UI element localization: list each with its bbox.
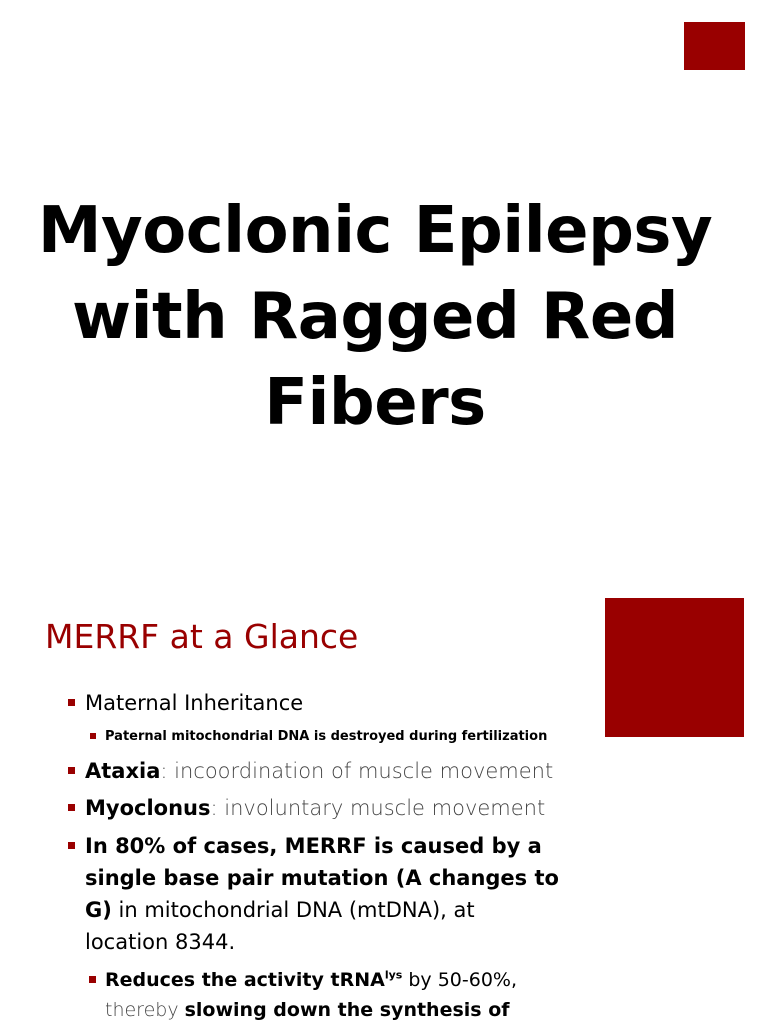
bullet-square-icon [90, 733, 96, 739]
bullet-square-icon [68, 699, 75, 706]
decorative-red-square [605, 598, 744, 737]
bullet-text: single base pair mutation (A changes to [85, 866, 559, 890]
bullet-text: location 8344. [85, 930, 236, 954]
title-line: Fibers [264, 366, 486, 440]
bullet-text: : incoordination of muscle movement [160, 759, 554, 783]
bullet-text: Maternal Inheritance [85, 691, 304, 715]
slide-heading: MERRF at a Glance [45, 617, 359, 656]
superscript: lys [384, 968, 403, 982]
bullet-text: thereby [105, 999, 185, 1021]
bullet-text: slowing down the synthesis of [184, 999, 510, 1021]
sub-bullet-item [105, 728, 585, 746]
bullet-square-icon [89, 976, 96, 983]
bullet-text: Paternal mitochondrial DNA is destroyed during fertilization [105, 729, 548, 744]
bullet-square-icon [68, 842, 75, 849]
title-line: Myoclonic Epilepsy [37, 194, 713, 268]
title-line: with Ragged Red [71, 280, 679, 354]
bullet-item [85, 830, 585, 958]
bullet-square-icon [68, 767, 75, 774]
bullet-text: in mitochondrial DNA (mtDNA), at [111, 898, 475, 922]
bullet-item [85, 687, 585, 719]
bullet-text: by 50-60%, [402, 969, 517, 991]
content-slide [0, 575, 768, 1024]
bullet-term: Ataxia [85, 759, 161, 783]
bullet-item [85, 755, 585, 787]
sub-bullet-item [105, 965, 575, 1025]
slide-title [20, 188, 730, 446]
bullet-text: G) [85, 898, 112, 922]
bullet-text: Reduces the activity tRNA [105, 969, 385, 991]
bullet-term: Myoclonus [85, 796, 211, 820]
bullet-item [85, 792, 585, 824]
decorative-red-square [684, 22, 745, 70]
bullet-text: In 80% of cases, MERRF is caused by a [85, 834, 542, 858]
bullet-text: : involuntary muscle movement [210, 796, 546, 820]
bullet-square-icon [68, 804, 75, 811]
